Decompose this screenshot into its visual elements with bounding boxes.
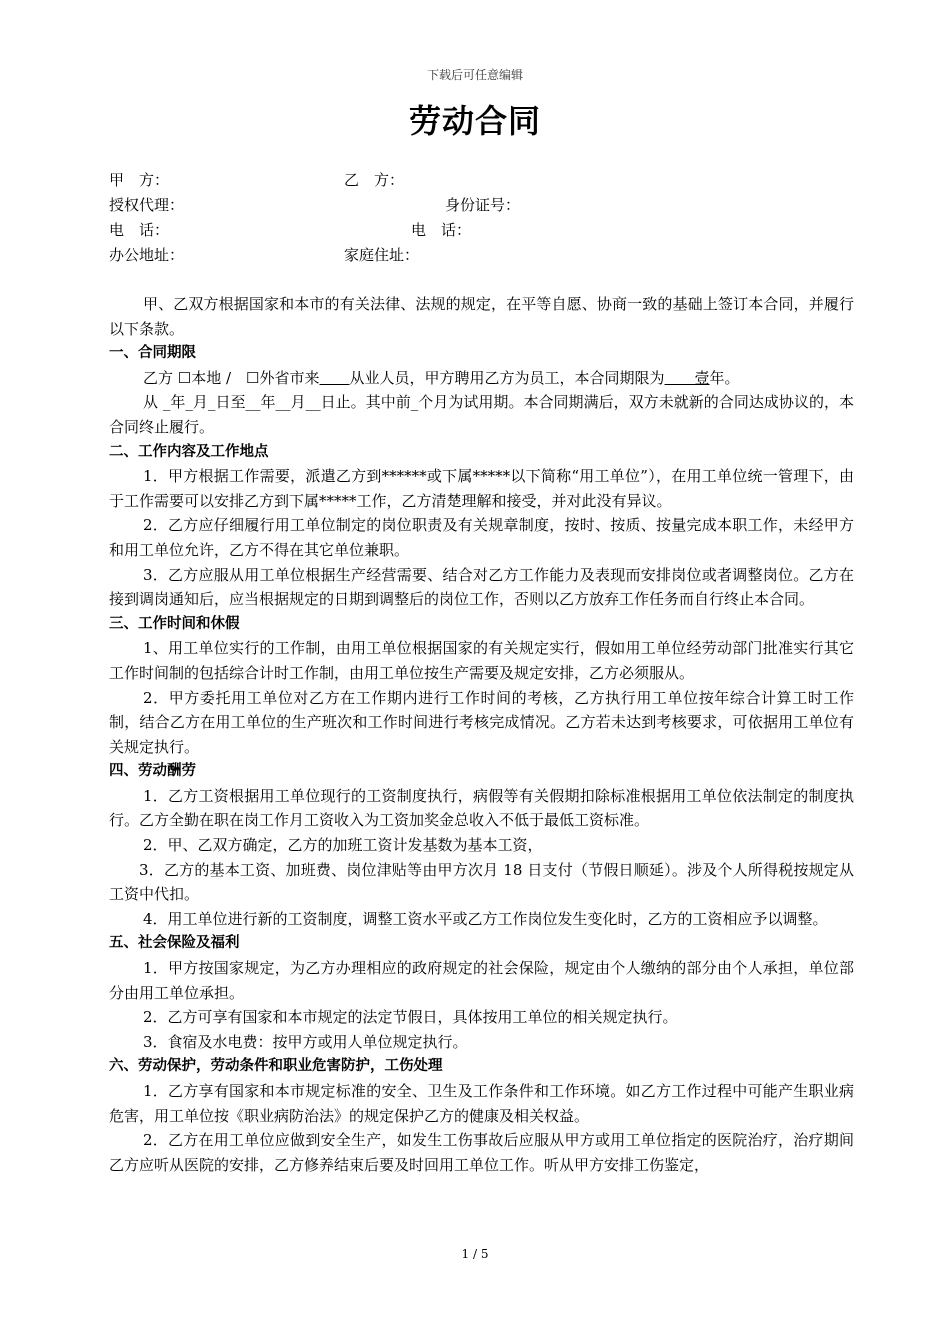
- section-paragraph: 1．乙方工资根据用工单位现行的工资制度执行，病假等有关假期扣除标准根据用工单位依法制定的制度执行。乙方全勤在职在岗工作月工资收入为工资加奖金总收入不低于最低工资标准。: [109, 786, 854, 830]
- phone-b-label: 电 话：: [411, 221, 472, 239]
- authorized-agent-label: 授权代理：: [109, 196, 185, 214]
- section-heading: 三、工作时间和休假: [109, 615, 240, 632]
- term-text: 乙方 ☐本地 / ☐外省市来: [143, 368, 320, 387]
- party-b-label: 乙 方：: [344, 171, 405, 189]
- section-paragraph: 1、用工单位实行的工作制，由用工单位根据国家的有关规定实行，假如用工单位经劳动部门批准实行其它工作时间制的包括综合计时工作制，由用工单位按生产需要及规定安排，乙方必须服从。: [109, 639, 854, 682]
- section-paragraph: [109, 366, 854, 391]
- section-heading: 四、劳动酬劳: [109, 763, 196, 780]
- contract-body: [109, 292, 854, 1177]
- section-paragraph: 1．乙方享有国家和本市规定标准的安全、卫生及工作条件和工作环境。如乙方工作过程中可能产生职业病危害，用工单位按《职业病防治法》的规定保护乙方的健康及相关权益。: [109, 1082, 854, 1125]
- section-paragraph: 2．甲方委托用工单位对乙方在工作期内进行工作时间的考核，乙方执行用工单位按年综合计算工时工作制，结合乙方在用工单位的生产班次和工作时间进行考核完成情况。乙方若未达到考核要求，可依据用工单位有关规定执行。: [109, 688, 854, 756]
- phone-a-label: 电 话：: [109, 221, 170, 239]
- section-paragraph: 3．乙方应服从用工单位根据生产经营需要、结合对乙方工作能力及表现而安排岗位或者调整岗位。乙方在接到调岗通知后，应当根据规定的日期到调整后的岗位工作，否则以乙方放弃工作任务而自行终止本合同。: [109, 565, 854, 609]
- section-heading: 二、工作内容及工作地点: [109, 443, 269, 460]
- home-address-label: 家庭住址：: [344, 246, 420, 264]
- origin-blank: [320, 369, 350, 387]
- section-paragraph: 2．乙方可享有国家和本市规定的法定节假日，具体按用工单位的相关规定执行。: [143, 1008, 678, 1027]
- section-paragraph: 4．用工单位进行新的工资制度，调整工资水平或乙方工作岗位发生变化时，乙方的工资相应予以调整。: [143, 909, 828, 928]
- id-number-label: 身份证号：: [445, 196, 521, 214]
- party-a-label: 甲 方：: [109, 171, 170, 189]
- term-text: 从业人员，甲方聘用乙方为员工，本合同期限为: [349, 368, 665, 387]
- page-number: 1 / 5: [461, 1247, 489, 1261]
- section-paragraph: 2．乙方应仔细履行用工单位制定的岗位职责及有关规章制度，按时、按质、按量完成本职工作，未经甲方和用工单位允许，乙方不得在其它单位兼职。: [109, 516, 854, 559]
- section-paragraph: 从 _年_月_日至__年__月__日止。其中前_个月为试用期。本合同期满后，双方未就新的合同达成协议的，本合同终止履行。: [109, 393, 854, 436]
- section-heading: 一、合同期限: [109, 345, 196, 362]
- section-paragraph: 2．乙方在用工单位应做到安全生产，如发生工伤事故后应服从甲方或用工单位指定的医院治疗，治疗期间乙方应听从医院的安排，乙方修养结束后要及时回用工单位工作。听从甲方安排工伤鉴定，: [109, 1131, 854, 1174]
- section-paragraph: 3．食宿及水电费：按甲方或用人单位规定执行。: [143, 1032, 468, 1051]
- section-heading: 五、社会保险及福利: [109, 935, 240, 952]
- office-address-label: 办公地址：: [109, 246, 185, 264]
- intro-paragraph: 甲、乙双方根据国家和本市的有关法律、法规的规定，在平等自愿、协商一致的基础上签订本合同，并履行以下条款。: [109, 295, 854, 338]
- section-paragraph: 1．甲方按国家规定，为乙方办理相应的政府规定的社会保险，规定由个人缴纳的部分由个人承担，单位部分由用工单位承担。: [109, 959, 854, 1002]
- document-title: 劳动合同: [408, 102, 541, 140]
- section-paragraph: 2．甲、乙双方确定，乙方的加班工资计发基数为基本工资，: [143, 836, 543, 855]
- section-heading: 六、劳动保护，劳动条件和职业危害防护，工伤处理: [109, 1058, 443, 1075]
- section-paragraph: 3．乙方的基本工资、加班费、岗位津贴等由甲方次月 18 日支付（节假日顺延）。涉及个人所得税按规定从工资中代扣。: [109, 860, 854, 904]
- section-paragraph: 1．甲方根据工作需要，派遣乙方到******或下属*****以下简称“用工单位”），在用工单位统一管理下，由于工作需要可以安排乙方到下属*****工作，乙方清楚理解和接受，并对此没有异议。: [109, 467, 854, 510]
- term-text: 年。: [709, 368, 740, 387]
- term-years: 壹: [664, 368, 710, 387]
- header-note: 下载后可任意编辑: [426, 68, 523, 82]
